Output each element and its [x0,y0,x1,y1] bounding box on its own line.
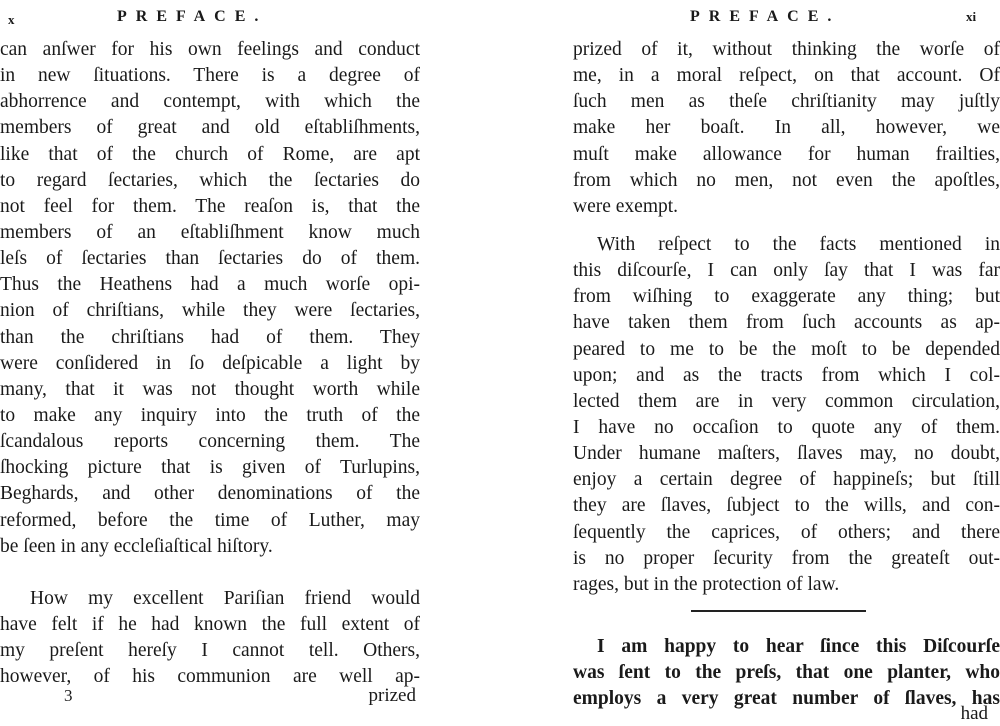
right-paragraph-1 [573,37,1000,220]
text-line: they are ſlaves, ſubject to the wills, and con- [573,495,1000,517]
text-line: ſequently the caprices, of others; and there [573,521,1000,543]
right-page-number: xi [966,9,977,24]
text-line: prized of it, without thinking the worſe of [573,39,1000,60]
left-paragraph-2 [0,586,420,691]
text-line: to make any inquiry into the truth of the [0,404,420,426]
text-line: make her boaſt. In all, however, we [573,117,1000,139]
text-line: my preſent hereſy I cannot tell. Others, [0,640,420,662]
text-line: employs a very great number of ſlaves, has [573,688,1000,710]
text-line: in new ſituations. There is a degree of [0,65,420,87]
text-line: was ſent to the preſs, that one planter, who [573,662,1000,684]
signature-mark: 3 [64,686,73,705]
text-line: this diſcourſe, I can only ſay that I was far [573,260,1000,282]
text-line: were conſidered in ſo deſpicable a light by [0,352,420,374]
right-text-block [573,37,1000,712]
text-line: have taken them from ſuch accounts as ap- [573,312,1000,334]
left-header-title: PREFACE. [117,8,268,25]
right-page [573,0,1000,726]
text-line: ſuch men as theſe chriſtianity may juſtly [573,91,1000,113]
text-line: from wiſhing to exaggerate any thing; but [573,286,1000,308]
text-line: With reſpect to the facts mentioned in [597,233,1000,255]
text-line: members of an eſtabliſhment know much [0,221,420,243]
right-paragraph-3 [573,634,1000,712]
left-catchword: prized [368,685,416,706]
text-line: many, that it was not thought worth while [0,378,420,400]
text-line: peared to me to be the moſt to be depended [573,338,1000,360]
text-line: be ſeen in any eccleſiaſtical hiſtory. [0,535,273,557]
text-line: like that of the church of Rome, are apt [0,143,420,165]
right-catchword: had [960,703,988,724]
text-line: not feel for them. The reaſon is, that the [0,195,420,217]
text-line: rages, but in the protection of law. [573,573,840,595]
left-paragraph-1 [0,37,420,560]
text-line: abhorrence and contempt, with which the [0,91,420,113]
text-line: reformed, before the time of Luther, may [0,509,420,531]
text-line: nion of chriſtians, while they were ſectaries, [0,300,420,322]
text-line: Beghards, and other denominations of the [0,483,420,505]
text-line: can anſwer for his own feelings and conduct [0,39,420,60]
text-line: I am happy to hear ſince this Diſcourſe [597,635,1000,657]
left-page-number: x [8,12,15,27]
text-line: from which no men, not even the apoſtles, [573,169,1000,191]
text-line: How my excellent Pariſian friend would [30,587,420,609]
section-divider [691,610,866,612]
text-line: Under humane maſters, ſlaves may, no doubt, [573,443,1000,465]
right-paragraph-2 [573,232,1000,598]
text-line: have felt if he had known the full extent of [0,614,420,636]
text-line: members of great and old eſtabliſhments, [0,117,420,139]
text-line: to regard ſectaries, which the ſectaries do [0,169,420,191]
text-line: muſt make allowance for human frailties, [573,143,1000,165]
text-line: Thus the Heathens had a much worſe opi- [0,274,420,296]
right-header-title: PREFACE. [690,8,841,25]
left-text-block [0,37,420,691]
text-line: however, of his communion are well ap- [0,666,420,688]
text-line: me, in a moral reſpect, on that account. Of [573,65,1000,87]
text-line: is no proper ſecurity from the greateſt out- [573,547,1000,569]
text-line: ſhocking picture that is given of Turlupins, [0,457,420,479]
text-line: leſs of ſectaries than ſectaries do of them. [0,248,420,270]
text-line: were exempt. [573,195,679,217]
text-line: I have no occaſion to quote any of them. [573,416,1000,438]
text-line: lected them are in very common circulation, [573,390,1000,412]
text-line: enjoy a certain degree of happineſs; but ſtill [573,469,1000,491]
text-line: ſcandalous reports concerning them. The [0,431,420,453]
left-page [0,0,420,726]
text-line: upon; and as the tracts from which I col- [573,364,1000,386]
text-line: than the chriſtians had of them. They [0,326,420,348]
